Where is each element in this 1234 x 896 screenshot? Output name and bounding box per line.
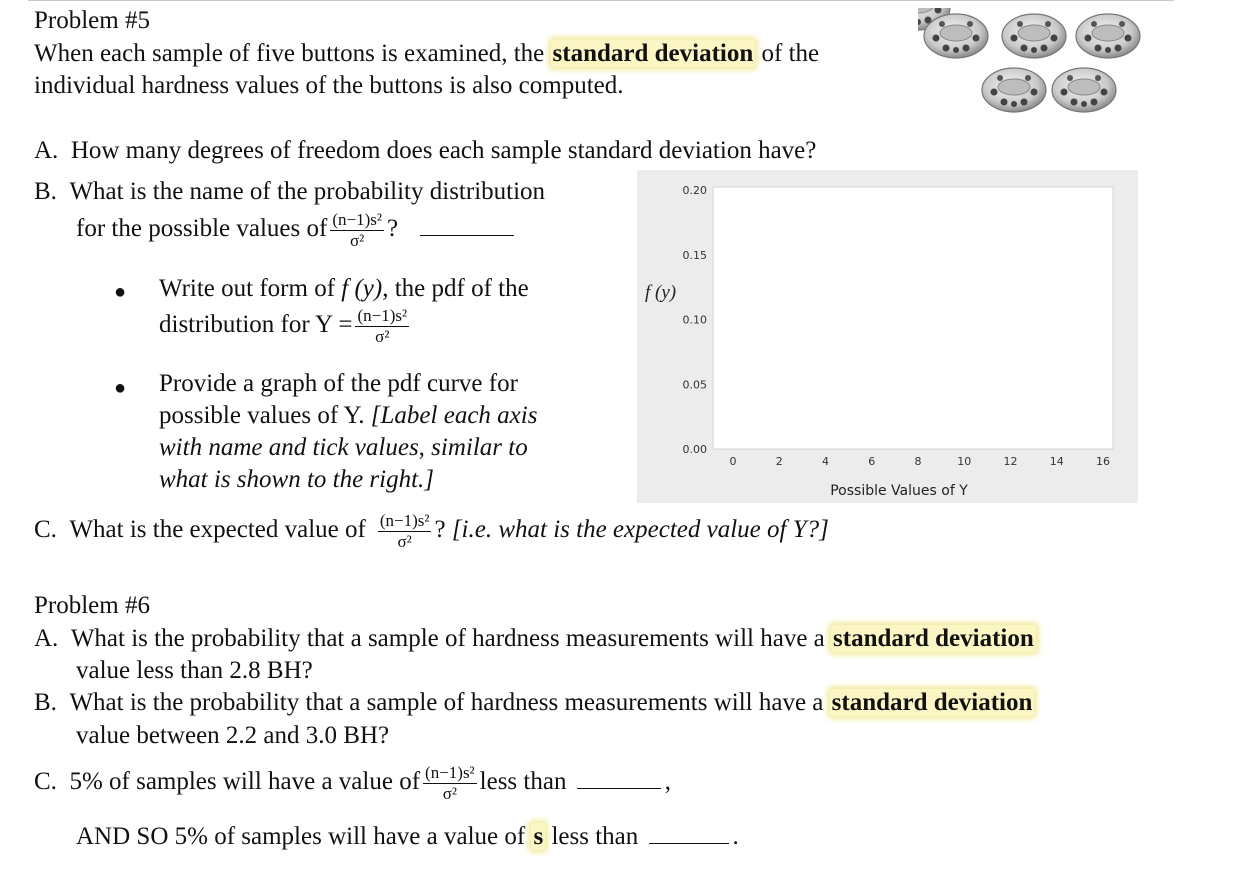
- question-mark: ?: [386, 215, 399, 243]
- intro-text-end: of the: [755, 40, 820, 67]
- bullet-2: ●: [114, 377, 127, 399]
- highlight-standard-deviation: standard deviation: [552, 40, 754, 67]
- p5-part-b-line-2: [76, 211, 518, 250]
- formula-denominator: σ²: [397, 532, 412, 551]
- p6-part-b-line-2: value between 2.2 and 3.0 BH?: [76, 722, 390, 749]
- formula-fraction: [355, 307, 409, 346]
- x-tick-label: 2: [775, 455, 783, 468]
- highlight-s: s: [533, 823, 544, 850]
- p5-part-c: [34, 512, 829, 551]
- bullet-2-text: possible values of Y.: [159, 402, 365, 429]
- y-tick-label: 0.10: [682, 313, 707, 327]
- x-tick-label: 10: [957, 455, 972, 468]
- bullet-1-text-b: , the pdf of the: [382, 275, 529, 302]
- p6-c-label: C.: [34, 768, 57, 796]
- comma: ,: [664, 768, 671, 796]
- problem-5-intro-line-1: [34, 38, 819, 70]
- formula-numerator: (n−1)s²: [332, 210, 382, 229]
- x-axis-label: Possible Values of Y: [830, 483, 968, 499]
- p6-a-label: A.: [34, 625, 59, 652]
- pdf-chart-panel: [637, 170, 1138, 503]
- intro-text: When each sample of five buttons is examined, the: [34, 40, 551, 67]
- plot-area: [713, 187, 1113, 449]
- p5-c-label: C.: [34, 516, 57, 544]
- p5-a-label: A.: [34, 137, 59, 164]
- problem-5-intro-line-2: individual hardness values of the buttons is also computed.: [34, 72, 624, 99]
- p6-a-text: What is the probability that a sample of hardness measurements will have a: [70, 625, 832, 652]
- bullet-2-line-1: Provide a graph of the pdf curve for: [159, 370, 518, 397]
- bullet-2-line-3: with name and tick values, similar to: [159, 434, 528, 461]
- answer-blank: [577, 787, 661, 789]
- p5-part-a: [34, 135, 816, 167]
- top-rule: [28, 0, 1174, 1]
- p6-b-text: What is the probability that a sample of hardness measurements will have a: [69, 689, 830, 716]
- problem-6-heading: Problem #6: [34, 592, 150, 619]
- formula-numerator: (n−1)s²: [357, 306, 408, 325]
- p6-part-b: [34, 687, 1034, 719]
- p5-b-label: B.: [34, 178, 57, 205]
- p5-c-italic: [i.e. what is the expected value of Y?]: [451, 516, 829, 544]
- p6-c-text: 5% of samples will have a value of: [69, 768, 421, 796]
- bullet-2-line-4: what is shown to the right.]: [159, 466, 435, 493]
- p5-b-text-2: for the possible values of: [76, 215, 328, 243]
- x-tick-label: 16: [1096, 455, 1110, 468]
- answer-blank: [649, 842, 729, 844]
- answer-blank: [420, 234, 514, 236]
- bullet-1-line-2: [159, 307, 412, 346]
- p6-c-text-2b: less than: [545, 823, 639, 850]
- formula-denominator: σ²: [442, 784, 457, 803]
- question-mark: ?: [434, 516, 446, 544]
- formula-denominator: σ²: [375, 327, 390, 346]
- f-of-y: f (y): [341, 275, 383, 302]
- p6-c-text-2: AND SO 5% of samples will have a value of: [76, 823, 532, 850]
- bullet-1-line-1: [159, 273, 529, 305]
- problem-5-heading: Problem #5: [34, 7, 150, 34]
- y-axis-label: f (y): [645, 282, 677, 303]
- bullet-2-italic: [Label each axis: [370, 402, 538, 429]
- x-tick-label: 8: [914, 455, 922, 468]
- p5-a-text: How many degrees of freedom does each sample standard deviation have?: [70, 137, 817, 164]
- y-tick-label: 0.00: [682, 443, 707, 456]
- y-tick-label: 0.20: [682, 184, 707, 197]
- bullet-1-text: Write out form of: [159, 275, 336, 302]
- bullet-1: ●: [114, 281, 127, 303]
- bullet-1-text-2: distribution for Y =: [159, 311, 353, 339]
- x-tick-label: 6: [868, 455, 876, 468]
- x-tick-label: 12: [1003, 455, 1018, 468]
- formula-fraction: [423, 764, 477, 803]
- bullet-2-line-2: [159, 400, 537, 432]
- p5-c-text: What is the expected value of: [69, 516, 366, 544]
- x-tick-label: 14: [1049, 455, 1064, 468]
- p5-part-b: [34, 176, 545, 208]
- highlight-standard-deviation: standard deviation: [833, 625, 1034, 652]
- buttons-image: [918, 8, 1148, 118]
- formula-numerator: (n−1)s²: [425, 763, 475, 782]
- formula-fraction: [330, 211, 384, 250]
- y-tick-label: 0.05: [682, 378, 707, 392]
- p5-b-text: What is the name of the probability distribution: [69, 178, 546, 205]
- y-tick-label: 0.15: [682, 248, 707, 262]
- formula-numerator: (n−1)s²: [379, 511, 430, 530]
- p6-part-c: [34, 764, 671, 803]
- x-tick-label: 0: [729, 455, 737, 468]
- p6-b-label: B.: [34, 689, 57, 716]
- formula-denominator: σ²: [350, 231, 365, 250]
- p6-part-c-line-2: [76, 821, 739, 853]
- y-ticks: [683, 184, 708, 456]
- x-tick-label: 4: [822, 455, 829, 468]
- p6-c-text-b: less than: [479, 768, 567, 796]
- period: .: [732, 823, 739, 850]
- highlight-standard-deviation: standard deviation: [831, 689, 1033, 716]
- pdf-chart: [637, 170, 1138, 503]
- p6-part-a: [34, 623, 1036, 655]
- p6-part-a-line-2: value less than 2.8 BH?: [76, 657, 313, 684]
- x-ticks: [730, 455, 1111, 468]
- formula-fraction: [378, 512, 432, 551]
